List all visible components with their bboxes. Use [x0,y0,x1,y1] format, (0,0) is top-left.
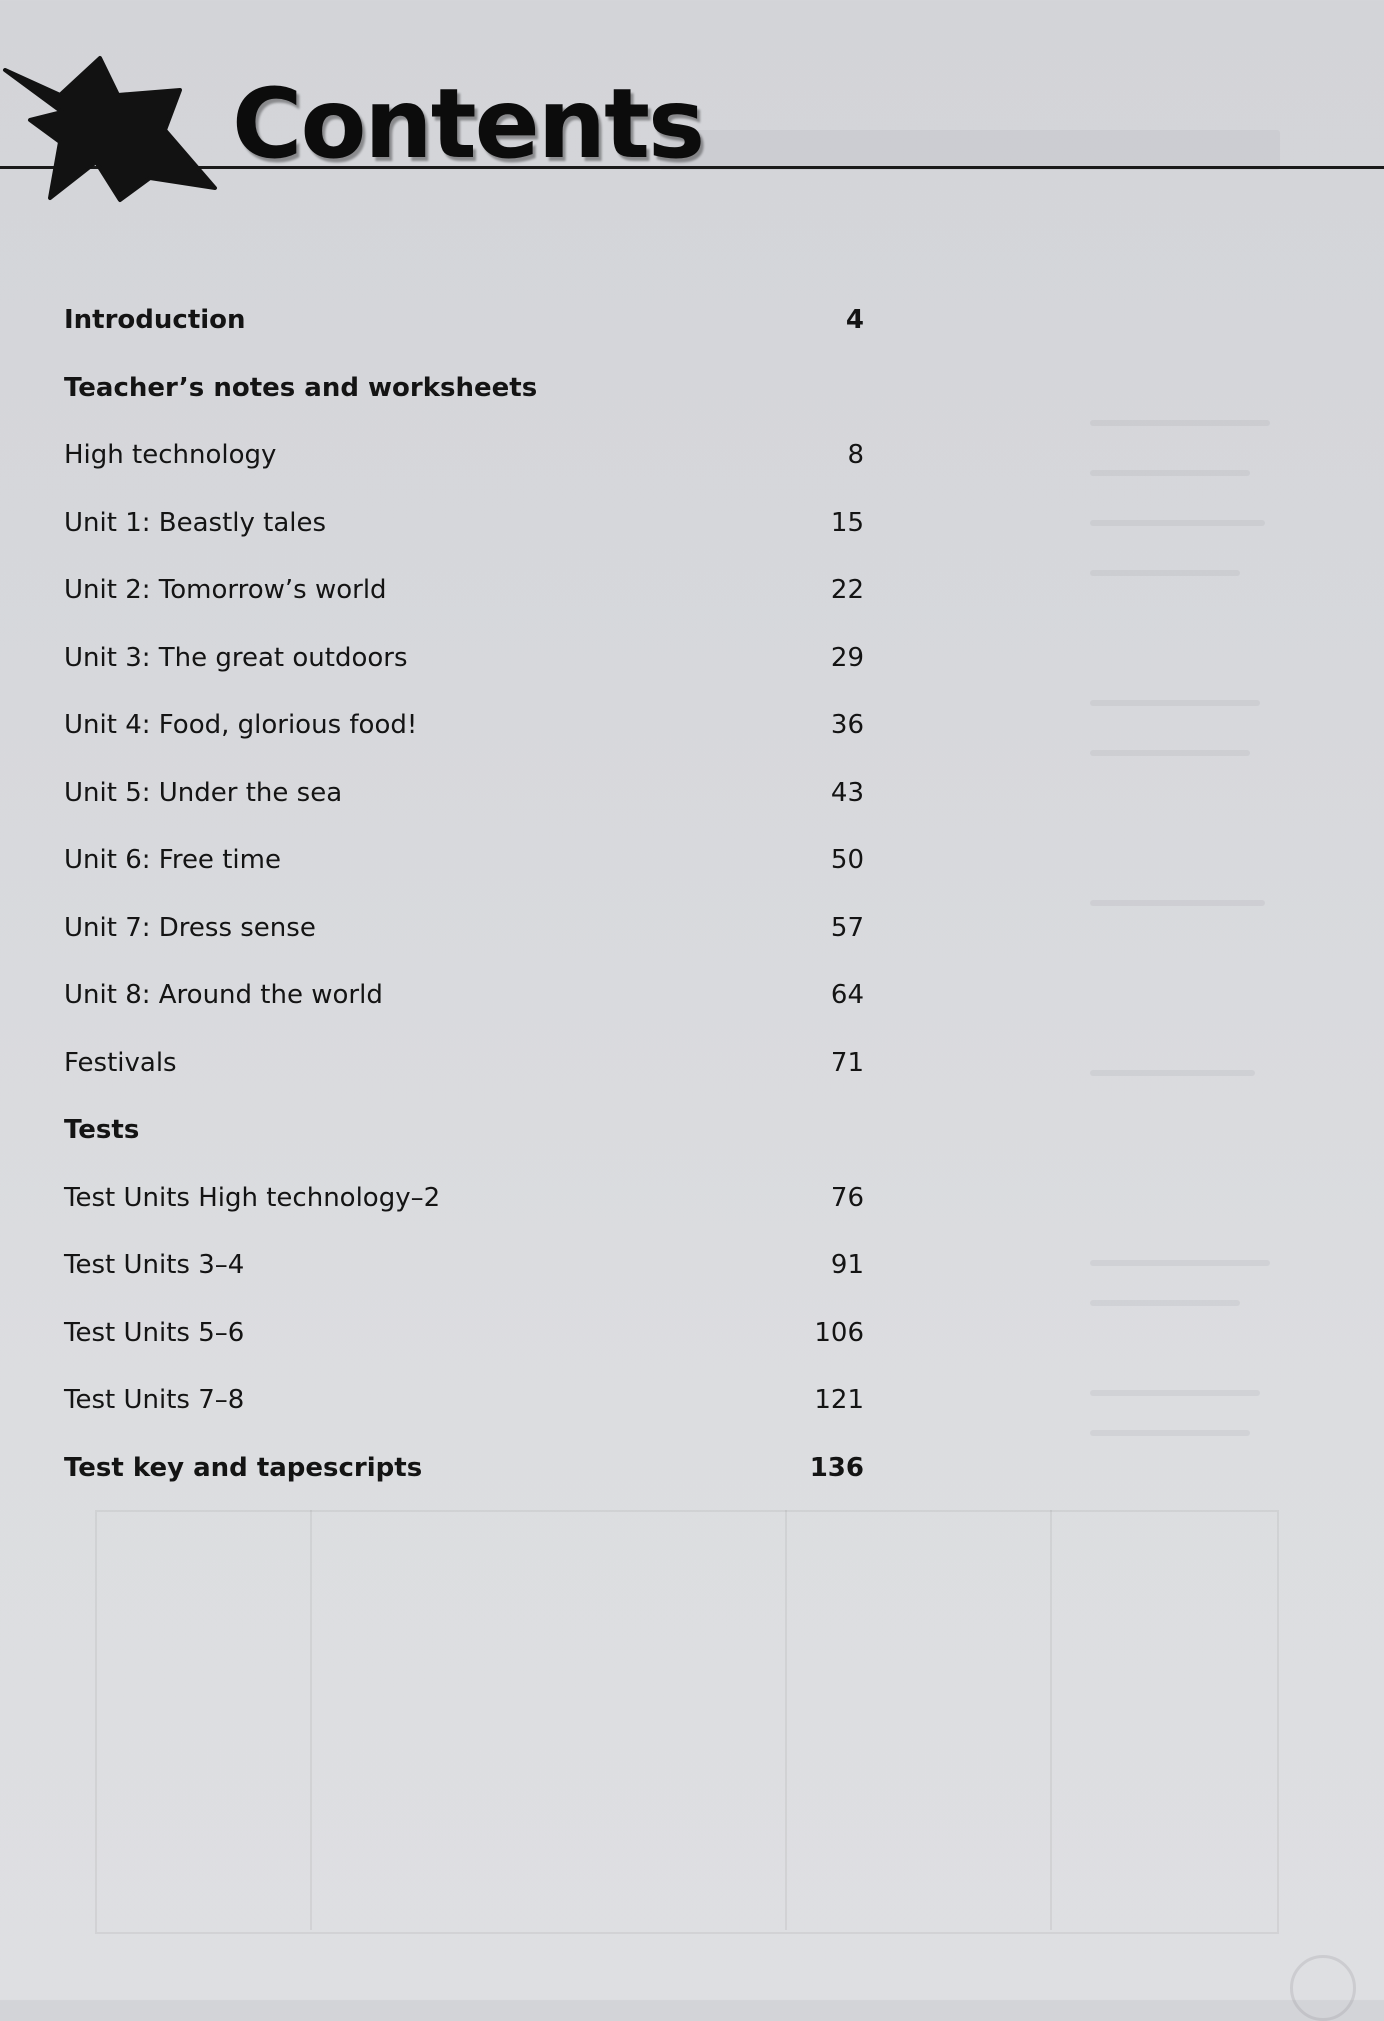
toc-entry-page: 76 [830,1182,864,1213]
toc-entry [64,290,864,358]
toc-entry-label: Test Units High technology–2 [64,1182,441,1213]
toc-entry [64,898,864,966]
toc-entry [64,1100,864,1168]
toc-entry-page: 36 [830,710,864,740]
toc-entry-page: 64 [830,980,864,1010]
star-icon [0,50,230,210]
toc-entry-page: 4 [845,305,864,335]
toc-entry-label: Unit 4: Food, glorious food! [64,710,418,740]
toc-entry-label: Unit 1: Beastly tales [64,507,327,538]
toc-entry [64,1168,864,1236]
toc-entry-label: Introduction [64,305,246,335]
toc-entry-page: 106 [814,1317,864,1348]
toc-entry-page: 50 [830,845,864,875]
toc-entry-label: Test Units 5–6 [64,1317,245,1348]
toc-entry-page: 57 [830,912,864,943]
toc-entry-page: 29 [830,642,864,673]
toc-entry [64,493,864,561]
toc-entry-label: Festivals [64,1047,177,1078]
toc-entry-label: Unit 2: Tomorrow’s world [64,575,387,605]
toc-entry-page: 91 [830,1250,864,1280]
toc-entry [64,560,864,628]
toc-entry [64,1235,864,1303]
toc-entry-page: 8 [847,440,864,470]
toc-entry [64,695,864,763]
toc-entry-label: Test key and tapescripts [64,1452,423,1483]
toc-entry-label: Unit 8: Around the world [64,980,383,1010]
toc-entry [64,763,864,831]
toc-entry-label: Test Units 3–4 [64,1250,245,1280]
toc-entry [64,1033,864,1101]
toc-entry-label: Unit 5: Under the sea [64,777,343,808]
toc-entry-label: Unit 7: Dress sense [64,912,316,943]
toc-entry [64,1438,864,1506]
toc-entry-page: 15 [830,507,864,538]
toc-entry-page: 136 [809,1452,864,1483]
toc-entry-label: High technology [64,440,277,470]
toc-entry-label: Test Units 7–8 [64,1385,245,1415]
toc-entry [64,1303,864,1371]
toc-entry-label: Unit 3: The great outdoors [64,642,408,673]
toc-entry-page: 43 [830,777,864,808]
toc-entry-page: 121 [814,1385,864,1415]
toc-entry [64,358,864,426]
toc-entry-label: Tests [64,1115,140,1145]
toc-entry [64,965,864,1033]
page-title: Contents [232,68,704,180]
toc-entry-label: Unit 6: Free time [64,845,281,875]
toc-entry [64,628,864,696]
toc-entry [64,1370,864,1438]
toc-entry-page: 22 [830,575,864,605]
toc-entry-label: Teacher’s notes and worksheets [64,372,538,403]
toc-entry-page: 71 [830,1047,864,1078]
toc-entry [64,425,864,493]
table-of-contents [64,290,864,1505]
toc-entry [64,830,864,898]
